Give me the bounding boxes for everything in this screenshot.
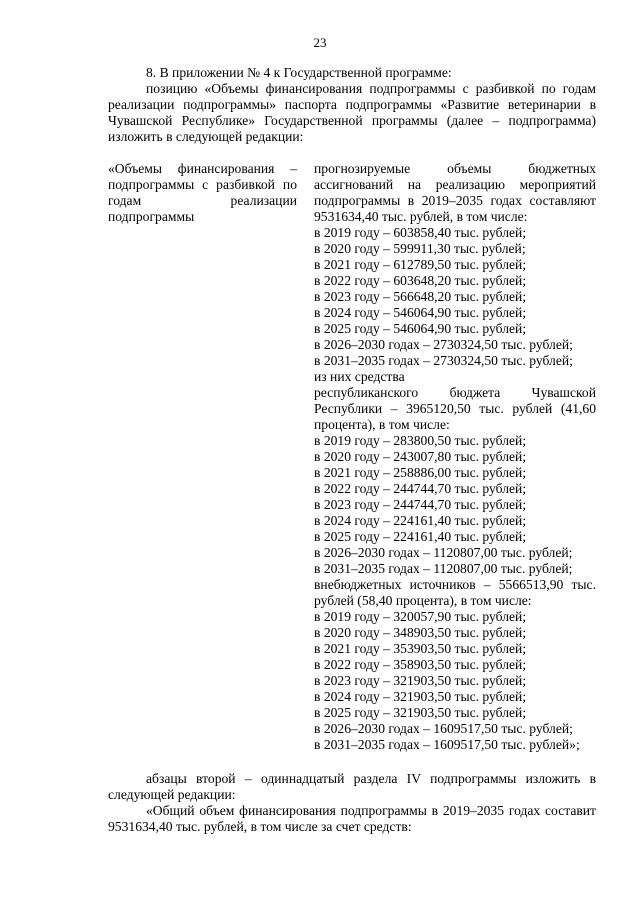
total-year-line: в 2020 году – 599911,30 тыс. рублей;: [314, 241, 526, 256]
intro-paragraph: позицию «Объемы финансирования подпрограммы с разбивкой по годам реализации подпрограммы» паспорта подпрограммы «Развитие ветеринарии в Чувашской Республике» Государственной программы (далее – подпрограмма) изложить в следующей редакции:: [108, 81, 596, 144]
republic-year-line: в 2025 году – 224161,40 тыс. рублей;: [314, 529, 527, 544]
republic-year-line: в 2031–2035 годах – 1120807,00 тыс. рублей;: [314, 561, 573, 576]
republic-year-line: в 2023 году – 244744,70 тыс. рублей;: [314, 497, 527, 512]
offbudget-year-line: в 2023 году – 321903,50 тыс. рублей;: [314, 673, 527, 688]
offbudget-year-line: в 2031–2035 годах – 1609517,50 тыс. рублей»;: [314, 737, 580, 752]
table-left-cell: «Объемы финансирования – подпрограммы с разбивкой по годам реализации подпрограммы: [108, 161, 297, 224]
total-intro: прогнозируемые объемы бюджетных ассигнований на реализацию мероприятий подпрограммы в 2019–2035 годах составляют 9531634,40 тыс. рублей, в том числе:: [314, 161, 596, 224]
republic-intro: республиканского бюджета Чувашской Республики – 3965120,50 тыс. рублей (41,60 процента), в том числе:: [314, 385, 596, 432]
republic-year-line: в 2020 году – 243007,80 тыс. рублей;: [314, 449, 527, 464]
republic-year-line: в 2021 году – 258886,00 тыс. рублей;: [314, 465, 527, 480]
total-year-line: в 2024 году – 546064,90 тыс. рублей;: [314, 305, 527, 320]
total-year-line: в 2025 году – 546064,90 тыс. рублей;: [314, 321, 527, 336]
offbudget-year-line: в 2026–2030 годах – 1609517,50 тыс. рублей;: [314, 721, 573, 736]
republic-year-line: в 2019 году – 283800,50 тыс. рублей;: [314, 433, 527, 448]
republic-year-line: в 2022 году – 244744,70 тыс. рублей;: [314, 481, 527, 496]
total-funding-paragraph: «Общий объем финансирования подпрограммы в 2019–2035 годах составит 9531634,40 тыс. рублей, в том числе за счет средств:: [108, 803, 596, 834]
offbudget-year-line: в 2020 году – 348903,50 тыс. рублей;: [314, 625, 527, 640]
total-year-line: в 2026–2030 годах – 2730324,50 тыс. рублей;: [314, 337, 573, 352]
offbudget-year-line: в 2021 году – 353903,50 тыс. рублей;: [314, 641, 527, 656]
offbudget-intro: внебюджетных источников – 5566513,90 тыс. рублей (58,40 процента), в том числе:: [314, 577, 596, 608]
offbudget-year-line: в 2025 году – 321903,50 тыс. рублей;: [314, 705, 527, 720]
page-number: 23: [313, 35, 327, 50]
republic-year-line: в 2024 году – 224161,40 тыс. рублей;: [314, 513, 527, 528]
section-amendment-paragraph: абзацы второй – одиннадцатый раздела IV подпрограммы изложить в следующей редакции:: [108, 771, 596, 802]
total-year-line: в 2022 году – 603648,20 тыс. рублей;: [314, 273, 527, 288]
total-year-line: в 2019 году – 603858,40 тыс. рублей;: [314, 225, 527, 240]
offbudget-year-line: в 2019 году – 320057,90 тыс. рублей;: [314, 609, 527, 624]
offbudget-year-line: в 2024 году – 321903,50 тыс. рублей;: [314, 689, 527, 704]
offbudget-year-line: в 2022 году – 358903,50 тыс. рублей;: [314, 657, 527, 672]
total-year-line: в 2031–2035 годах – 2730324,50 тыс. рублей;: [314, 353, 573, 368]
republic-year-line: в 2026–2030 годах – 1120807,00 тыс. рублей;: [314, 545, 573, 560]
table-right-cell: [314, 161, 596, 753]
from-them-label: из них средства: [314, 369, 405, 384]
total-year-line: в 2021 году – 612789,50 тыс. рублей;: [314, 257, 527, 272]
item-heading: 8. В приложении № 4 к Государственной программе:: [146, 65, 452, 80]
total-year-line: в 2023 году – 566648,20 тыс. рублей;: [314, 289, 527, 304]
